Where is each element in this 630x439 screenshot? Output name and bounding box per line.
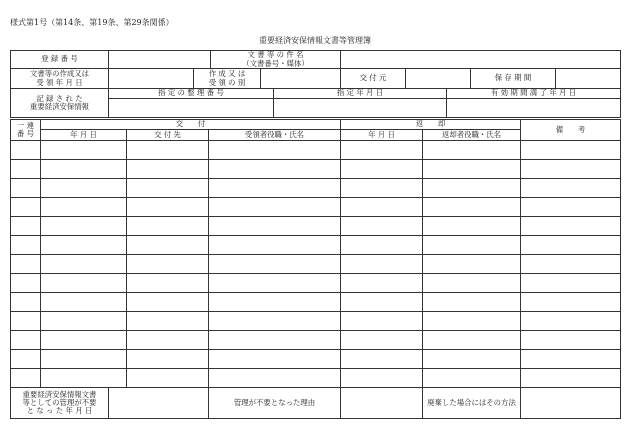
returner-name-cell (422, 178, 521, 198)
recipient-cell (126, 197, 209, 217)
recorded-info-label-line2: 重要経済安保情報 (29, 102, 90, 111)
receiver-name-cell (208, 368, 341, 388)
table-row (0, 235, 630, 255)
returner-name-cell (422, 159, 521, 179)
returner-name-cell (422, 292, 521, 312)
return-date-cell (340, 216, 423, 236)
retention-period-value (555, 68, 621, 89)
issue-date-cell (40, 292, 127, 312)
remarks-cell (520, 254, 621, 274)
return-date-cell (340, 311, 423, 331)
remarks-cell (520, 159, 621, 179)
remarks-cell (520, 178, 621, 198)
serial-number-cell (10, 159, 41, 179)
return-date-cell (340, 254, 423, 274)
issue-date-cell (40, 273, 127, 293)
designation-date-label: 指 定 年 月 日 (273, 88, 447, 99)
remarks-cell (520, 349, 621, 369)
table-row (0, 292, 630, 312)
remarks-cell (520, 235, 621, 255)
serial-number-cell (10, 216, 41, 236)
retention-period-label: 保 存 期 間 (470, 68, 556, 89)
issuer-value (405, 68, 471, 89)
designation-number-value (108, 98, 274, 118)
form-number-label: 様式第1号（第14条、第19条、第29条関係） (10, 18, 174, 27)
receiver-name-cell (208, 273, 341, 293)
returner-name-cell (422, 140, 521, 160)
no-longer-managed-date-label (10, 387, 109, 419)
return-date-label: 年 月 日 (340, 129, 423, 141)
receiver-name-cell (208, 216, 341, 236)
serial-number-label-line2: 番 号 (16, 129, 35, 138)
remarks-label: 備 考 (520, 119, 621, 141)
table-row (0, 254, 630, 274)
receiver-name-cell (208, 159, 341, 179)
returner-name-cell (422, 330, 521, 350)
returner-name-cell (422, 216, 521, 236)
returner-name-cell (422, 311, 521, 331)
creation-receipt-date-value (108, 68, 194, 89)
document-subject-value (340, 50, 621, 69)
creation-or-receipt-label (193, 68, 261, 89)
recipient-cell (126, 368, 209, 388)
disposal-method-value (520, 387, 621, 419)
recipient-cell (126, 159, 209, 179)
receiver-name-cell (208, 311, 341, 331)
no-longer-managed-date-label-line3: と な っ た 年 月 日 (26, 406, 93, 416)
recorded-info-label (10, 88, 109, 118)
receiver-name-cell (208, 178, 341, 198)
recipient-cell (126, 349, 209, 369)
receiver-name-cell (208, 292, 341, 312)
receiver-name-cell (208, 235, 341, 255)
return-date-cell (340, 159, 423, 179)
issue-date-cell (40, 254, 127, 274)
serial-number-cell (10, 349, 41, 369)
serial-number-cell (10, 197, 41, 217)
recorded-info-label-line1: 記 録 さ れ た (36, 93, 83, 103)
return-group-label: 返 却 (340, 119, 521, 130)
return-date-cell (340, 349, 423, 369)
serial-number-cell (10, 140, 41, 160)
returner-name-cell (422, 368, 521, 388)
table-row (0, 197, 630, 217)
issue-group-label: 交 付 (40, 119, 341, 130)
serial-number-cell (10, 311, 41, 331)
issue-date-cell (40, 330, 127, 350)
registration-number-label: 登 録 番 号 (10, 50, 109, 69)
return-date-cell (340, 235, 423, 255)
creation-or-receipt-value (260, 68, 341, 89)
recipient-cell (126, 178, 209, 198)
issuer-label: 交 付 元 (340, 68, 406, 89)
reason-value (340, 387, 423, 419)
recipient-cell (126, 273, 209, 293)
table-row (0, 330, 630, 350)
no-longer-managed-date-label-line2: 等としての管理が不要 (22, 397, 97, 407)
serial-number-label-line1: 一 連 (16, 120, 35, 130)
serial-number-cell (10, 254, 41, 274)
remarks-cell (520, 216, 621, 236)
table-row (0, 178, 630, 198)
issue-date-label: 年 月 日 (40, 129, 127, 141)
creation-or-receipt-label-line2: 受 領 の 別 (208, 77, 246, 87)
remarks-cell (520, 273, 621, 293)
issue-date-cell (40, 349, 127, 369)
document-subject-label-line2: （文書番号・媒体） (242, 58, 309, 68)
issue-date-cell (40, 216, 127, 236)
recipient-cell (126, 216, 209, 236)
serial-number-label (10, 119, 41, 141)
remarks-cell (520, 140, 621, 160)
document-subject-label-line1: 文 書 等 の 件 名 (247, 50, 304, 60)
receiver-name-cell (208, 197, 341, 217)
serial-number-cell (10, 178, 41, 198)
table-row (0, 159, 630, 179)
return-date-cell (340, 197, 423, 217)
return-date-cell (340, 292, 423, 312)
returner-name-cell (422, 273, 521, 293)
registration-number-value (108, 50, 211, 69)
return-date-cell (340, 178, 423, 198)
reason-label: 管理が不要となった理由 (208, 387, 341, 419)
issue-date-cell (40, 197, 127, 217)
page-title: 重要経済安保情報文書等管理簿 (259, 36, 371, 45)
receiver-name-cell (208, 140, 341, 160)
remarks-cell (520, 311, 621, 331)
recipient-cell (126, 330, 209, 350)
serial-number-cell (10, 292, 41, 312)
serial-number-cell (10, 368, 41, 388)
remarks-cell (520, 368, 621, 388)
serial-number-cell (10, 273, 41, 293)
return-date-cell (340, 368, 423, 388)
disposal-method-label: 廃棄した場合にはその方法 (422, 387, 521, 419)
document-subject-label (210, 50, 341, 69)
issue-date-cell (40, 368, 127, 388)
returner-name-cell (422, 254, 521, 274)
expiry-date-value (446, 98, 621, 118)
table-row (0, 216, 630, 236)
returner-name-cell (422, 235, 521, 255)
creation-receipt-date-label (10, 68, 109, 89)
issue-date-cell (40, 140, 127, 160)
remarks-cell (520, 292, 621, 312)
recipient-cell (126, 254, 209, 274)
table-row (0, 368, 630, 388)
table-row (0, 349, 630, 369)
no-longer-managed-date-value (108, 387, 209, 419)
remarks-cell (520, 197, 621, 217)
receiver-name-cell (208, 254, 341, 274)
return-date-cell (340, 330, 423, 350)
recipient-cell (126, 311, 209, 331)
no-longer-managed-date-label-line1: 重要経済安保情報文書 (22, 389, 97, 399)
designation-number-label: 指 定 の 整 理 番 号 (108, 88, 274, 99)
expiry-date-label: 有 効 期 間 満 了 年 月 日 (446, 88, 621, 99)
return-date-cell (340, 140, 423, 160)
returner-name-cell (422, 349, 521, 369)
returner-name-cell (422, 197, 521, 217)
serial-number-cell (10, 330, 41, 350)
receiver-name-label: 受領者役職・氏名 (208, 129, 341, 141)
issue-date-cell (40, 235, 127, 255)
issue-date-cell (40, 178, 127, 198)
recipient-cell (126, 292, 209, 312)
serial-number-cell (10, 235, 41, 255)
recipient-cell (126, 140, 209, 160)
creation-receipt-date-label-line1: 文書等の作成又は (29, 69, 90, 79)
receiver-name-cell (208, 349, 341, 369)
recipient-label: 交 付 先 (126, 129, 209, 141)
creation-receipt-date-label-line2: 受 領 年 月 日 (36, 77, 83, 87)
table-row (0, 311, 630, 331)
return-date-cell (340, 273, 423, 293)
table-row (0, 140, 630, 160)
recipient-cell (126, 235, 209, 255)
remarks-cell (520, 330, 621, 350)
receiver-name-cell (208, 330, 341, 350)
returner-name-label: 返却者役職・氏名 (422, 129, 521, 141)
table-row (0, 273, 630, 293)
creation-or-receipt-label-line1: 作 成 又 は (208, 69, 246, 79)
issue-date-cell (40, 159, 127, 179)
designation-date-value (273, 98, 447, 118)
issue-date-cell (40, 311, 127, 331)
